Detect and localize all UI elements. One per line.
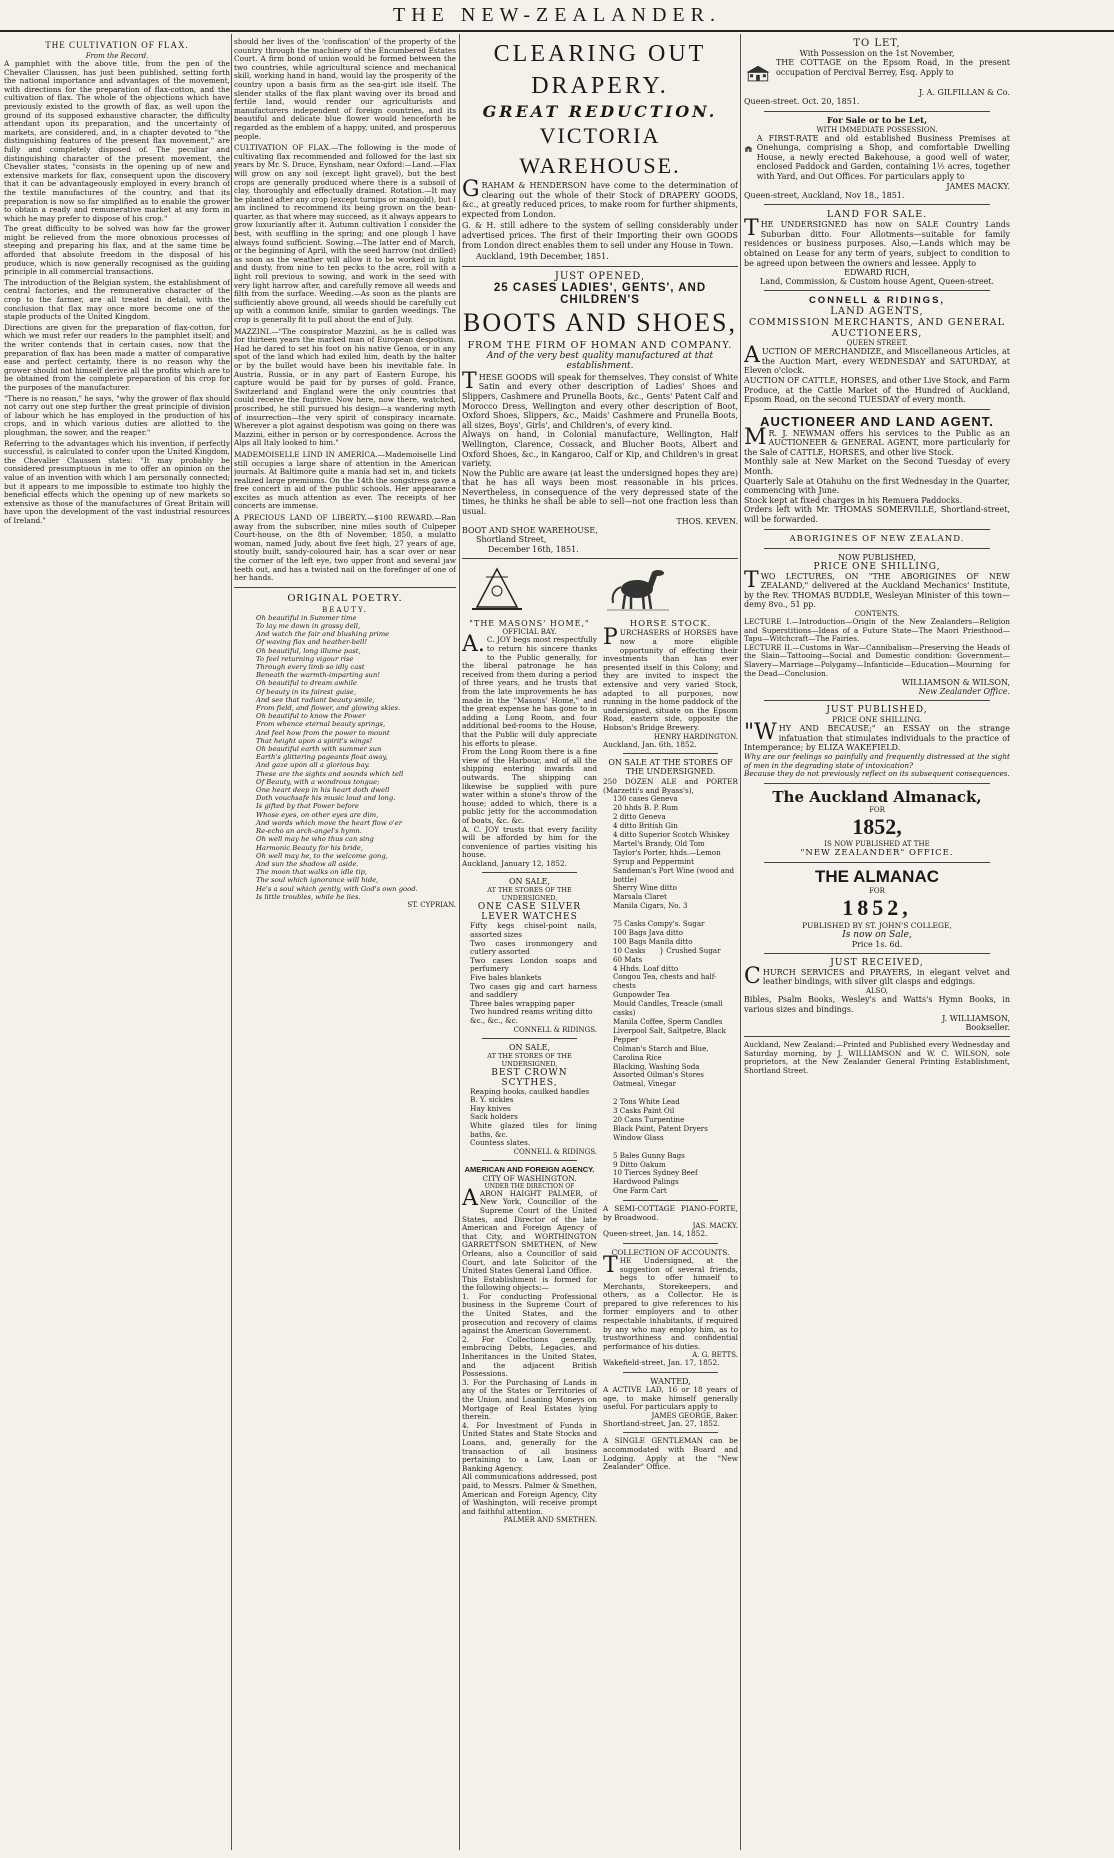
poetry-heading: ORIGINAL POETRY. (287, 591, 403, 604)
ad-body: Orders left with Mr. THOMAS SOMERVILLE, Shortland-street, will be forwarded. (744, 505, 1010, 525)
list-item: 3 Casks Paint Oil (613, 1106, 675, 1116)
list-item: From field, and flower, and glowing skies. (256, 704, 401, 713)
horse-illustration-icon (603, 565, 673, 613)
list-item: Of beauty in its fairest guise, (256, 687, 357, 696)
ad-signature: WILLIAMSON & WILSON, (901, 678, 1010, 688)
list-item: 4 ditto British Gin (613, 821, 678, 831)
list-item: Congou Tea, chests and half-chests (613, 972, 717, 991)
ad-body: All communications addressed, post paid, to Messrs. Palmer & Smethen, American and Foreign Agency, City of Washington, will receive prompt and faithful attention. (462, 1472, 597, 1516)
ad-address: December 16th, 1851. (488, 544, 579, 554)
ad-heading: The Auckland Almanack, (772, 787, 982, 806)
item-list (603, 795, 738, 1196)
list-item: The moon that walks on idle tip, (256, 868, 368, 877)
ad-body: A. C. JOY trusts that every facility will be afforded by him for the convenience of parties visiting his house. (462, 824, 597, 860)
ad-subheading: And of the very best quality manufactured at that establishment. (486, 350, 714, 371)
ad-subheading: "NEW ZEALANDER" OFFICE. (800, 847, 954, 858)
ad-subheading: UNDER THE DIRECTION OF (484, 1182, 575, 1190)
column-divider (459, 34, 460, 1850)
ad-body: THE UNDERSIGNED has now on SALE Country Lands Suburban ditto. Four Allotments—suitable for family residences or business purposes. Also,—Lands which may be obtained on Lease for any term of years, subject to condition to be agreed upon between the owners and lessee. Apply to (744, 216, 1010, 268)
list-item: Two cases ironmongery and cutlery assorted (470, 938, 597, 957)
ad-heading: BOOTS AND SHOES, (463, 307, 737, 337)
ad-body: THE Undersigned, at the suggestion of several friends, begs to offer himself to Merchants, Storekeepers, and others, as a Collector. He is prepared to give references to his former employers and to other respectable inhabitants, if required by any who may employ him, as to trustworthiness and confidential performance of his duties. (603, 1252, 738, 1351)
reduction-banner: GREAT REDUCTION. (482, 102, 718, 121)
ad-date: Queen-street. Oct. 20, 1851. (744, 97, 860, 106)
masonic-emblem-icon (462, 565, 532, 613)
ad-heading: 25 CASES LADIES', GENTS', AND CHILDREN'S (493, 281, 707, 306)
ad-subheading: AT THE STORES OF THE UNDERSIGNED, (487, 1051, 572, 1068)
list-item: Oh beautiful, long illume past, (256, 646, 361, 655)
list-item: Five bales blankets (470, 973, 542, 983)
ad-subheading: OFFICIAL BAY. (502, 628, 557, 637)
list-item: 75 Casks Compy's. Sugar (613, 919, 705, 929)
ad-body: Because they do not previously reflect on its subsequent consequences. (744, 769, 1010, 779)
ad-heading: LAND FOR SALE. (826, 209, 928, 221)
list-item: 10 Casks } Crushed Sugar (613, 945, 721, 955)
ad-heading: ON SALE, (508, 877, 551, 887)
list-item: Of Beauty, with a wondrous tongue; (256, 777, 380, 786)
column-3 (462, 38, 738, 1850)
ad-heading: 1852, (852, 813, 902, 839)
list-item: Manila Coffee, Sperm Candles (613, 1017, 723, 1026)
ad-signature: Land, Commission, & Custom house Agent, Queen-street. (759, 277, 995, 287)
ad-heading: For Sale or to be Let, (826, 115, 928, 126)
ad-signature: New Zealander Office. (918, 687, 1010, 697)
article-paragraph: Referring to the advantages which his invention, if perfectly successful, is calculated to confer upon the United Kingdom, the Chevalier Claussen states: "It may probably be considered presumptuous in me to offer an opinion on the value of an invention with which I am personally connected; but it appears to me impossible to estimate too highly the beneficial effects which the opening up of new markets so extensive as those of the manufactures of Great Britain will have upon the development of the vast industrial resources of Ireland." (4, 438, 230, 525)
ad-heading: AUCTIONEER AND LAND AGENT. (760, 413, 994, 429)
list-item: Window Glass (613, 1132, 664, 1142)
list-item: Assorted Oilman's Stores (613, 1070, 704, 1080)
ad-body: TWO LECTURES, ON "THE ABORIGINES OF NEW ZEALAND," delivered at the Auckland Mechanics' Institute, by the Rev. THOMAS BUDDLE, Wesleyan Minister of this town—demy 8vo., 51 pp. (744, 567, 1010, 610)
list-item: Two hundred reams writing ditto (470, 1007, 593, 1017)
list-item: And words which move the heart flow o'er (256, 818, 402, 827)
ad-body: Why are our feelings so painfully and frequently distressed at the sight of men in the degrading state of intoxication? (744, 751, 1010, 770)
house-illustration-icon (744, 134, 753, 164)
ad-heading: AMERICAN AND FOREIGN AGENCY. (464, 1164, 595, 1174)
list-item: 10 Tierces Sydney Beef (613, 1168, 698, 1178)
ad-subheading: CONTENTS. (854, 610, 900, 618)
list-item: From whence eternal beauty springs, (256, 720, 386, 729)
article-paragraph: MADEMOISELLE LIND IN AMERICA.—Mademoiselle Lind still occupies a large share of attention in the American journals. At Baltimore quite a mania had set in, and tickets realized large premiums. On the 14th the songstress gave a free concert in aid of the public schools. Her appearance excites as much attention as ever. The receipts of her concerts are immense. (234, 449, 456, 511)
ad-body: A.C. JOY begs most respectfully to return his sincere thanks to the Public generally, for the liberal patronage he has received from them during a period of three years, and he trusts that from the late improvements he has made in the "Masons' Home," and the great expense he has gone to in adding a Long Room, and four additional bed-rooms to the House, that the Public will duly appreciate his efforts to please. (462, 632, 597, 748)
ad-signature: J. A. GILFILLAN & Co. (918, 88, 1010, 97)
list-item: Oatmeal, Vinegar (613, 1079, 677, 1089)
ad-subheading: PRICE ONE SHILLING, (813, 561, 941, 572)
ad-body: LECTURE I.—Introduction—Origin of the New Zealanders—Religion and Superstitions—Ideas of a Future State—The Maori Priesthood—Tapu—Witchcraft—The Fairies. (744, 617, 1010, 644)
list-item: Re-echo an arch-angel's hymn. (256, 827, 362, 836)
list-item: One heart deep in his heart doth dwell (256, 786, 390, 795)
ad-signature: CONNELL & RIDINGS. (513, 1025, 597, 1034)
list-item: 9 Ditto Oakum (613, 1159, 666, 1169)
list-item: 100 Bags Java ditto (613, 927, 684, 937)
ad-signature: EDWARD RICH, (844, 268, 910, 278)
imprint: Auckland, New Zealand:—Printed and Published every Wednesday and Saturday morning, by J. WILLIAMSON and W. C. WILSON, sole proprietors, at the New Zealander General Printing Establishment, Shortland Street. (744, 1040, 1010, 1075)
article-paragraph: should her lives of the 'confiscation' of the property of the country through the machinery of the Encumbered Estates Court. A firm bond of union would be formed between the two countries, while agricultural science and mechanical skill, working hand in hand, would lay the prosperity of the country upon a basis firm as the sea-girt isle itself. The slender stalks of the flax plant waving over its broad and fertile land, would render our agriculturists and manufacturers independent of foreign countries, and its beautiful and delicate blue flower would henceforth be regarded as the emblem of a happy, united, and prosperous people. (234, 38, 456, 141)
ad-heading: COLLECTION OF ACCOUNTS. (611, 1247, 730, 1257)
list-item: And watch the fair and blushing prime (256, 630, 390, 639)
list-item: 60 Mats (613, 954, 643, 964)
article-title: THE CULTIVATION OF FLAX. (45, 40, 189, 50)
ad-body: THESE GOODS will speak for themselves. They consist of White Satin and every other description of Ladies' Shoes and Slippers, Cashmere and Prunella Boots, &c., Gents' Patent Calf and Morocco Dress, Wellington and every other description of Boot, Oxford Shoes, Slippers, &c., Maids' Cashmere and Prunella Boots, all sizes, Boys', Girls', and Children's, of every kind. (462, 368, 738, 430)
masthead-rule (0, 30, 1114, 32)
list-item: Black Paint, Patent Dryers (613, 1123, 708, 1133)
ad-heading: 1852, (842, 894, 912, 920)
ad-body: Now the Public are aware (at least the undersigned hopes they are) that he has all ways been most reasonable in his prices. Nevertheless, in consequence of the very depressed state of the times, he thinks he shall be able to sell—not one fraction less than usual. (462, 468, 738, 517)
ad-signature: JAS. MACKY. (692, 1222, 738, 1231)
ad-subheading: NOW PUBLISHED, (838, 552, 916, 562)
ad-address: BOOT AND SHOE WAREHOUSE, (462, 525, 598, 535)
list-item: Harmonic Beauty for his bride, (256, 843, 363, 852)
ad-subheading: FOR (869, 805, 885, 814)
list-item: Fifty kegs chisel-point nails, assorted sizes (470, 921, 597, 940)
column-divider (740, 34, 741, 1850)
list-item: And feel how from the power to mount (256, 728, 390, 737)
list-item: 20 Cans Turpentine (613, 1114, 685, 1124)
ad-body: "WHY AND BECAUSE;" an ESSAY on the strange infatuation that stimulates individuals to the practice of Intemperance; by ELIZA WAKEFIELD. (744, 720, 1010, 753)
ad-heading: JUST PUBLISHED, (826, 705, 928, 716)
list-item: 3. For the Purchasing of Lands in any of the States or Territories of the Union, and Loaning Moneys on Mortgage of Real Estates lying therein. (462, 1377, 597, 1422)
list-item: Countess slates. (470, 1138, 531, 1148)
ad-subheading: FOR (869, 886, 885, 895)
article-paragraph: MAZZINI.—"The conspirator Mazzini, as he is called was for thirteen years the marked man of European despotism. Had he dared to set his foot on his native Genoa, or in any spot of the land which had exiled him, death by the halter or by the bullet would have been his inevitable fate. In Austria, Russia, or in any part of Eastern Europe, his capture would be paid for by purses of gold. France, Switzerland and England were the only countries that could receive the fugitive. Now here, now there, watched, proscribed, he still pursued his design—a wandering myth of insurrection—the very spirit of conspiracy incarnate. Wherever a plot against despotism was going on there was Mazzini, either in person or by correspondence. Across the Alps all Italy looked to him." (234, 326, 456, 448)
ad-signature: PALMER AND SMETHEN. (503, 1516, 597, 1525)
column-1 (4, 38, 230, 1850)
list-item: Colman's Starch and Blue, Carolina Rice (613, 1043, 709, 1062)
masthead: THE NEW-ZEALANDER. (393, 4, 721, 26)
list-item: Sandeman's Port Wine (wood and bottle) (613, 865, 734, 884)
list-item: White glazed tiles for lining baths, &c. (470, 1120, 597, 1139)
ad-body: Stock kept at fixed charges in his Remuera Paddocks. (744, 495, 963, 505)
ad-signature: J. WILLIAMSON, (942, 1014, 1010, 1024)
list-item: Beneath the warmth-imparting sun! (256, 671, 381, 680)
ad-heading: FROM THE FIRM OF HOMAN AND COMPANY. (467, 339, 733, 351)
list-item: 20 hhds B. P. Rum (613, 803, 679, 813)
ad-date: Queen-street, Jan. 14, 1852. (603, 1229, 708, 1239)
list-item: Oh beautiful to dream awhile (256, 679, 357, 688)
ad-heading: ON SALE AT THE STORES OF THE UNDERSIGNED. (608, 758, 733, 777)
list-item: 4 ditto Superior Scotch Whiskey (613, 829, 730, 839)
list-item: Oh well may he who thus can sing (256, 835, 374, 844)
list-item: And see that radiant beauty smile, (256, 695, 375, 704)
ad-body: Monthly sale at New Market on the Second Tuesday of every Month. (744, 457, 1010, 477)
poem-title: BEAUTY. (322, 605, 368, 614)
ad-signature: A. G. BETTS. (692, 1351, 738, 1360)
ad-subheading: PUBLISHED BY ST. JOHN'S COLLEGE, (802, 920, 952, 930)
ad-heading: TO LET, (853, 38, 901, 49)
item-list (462, 922, 597, 1025)
ad-body: A FIRST-RATE and old established Business Premises at Onehunga, comprising a Shop, and comfortable Dwelling House, a newly erected Bakehouse, a good well of water, enclosed Paddock and Garden, containing 1½ acres, together with Yard, and Out Offices. For particulars apply to (756, 133, 1010, 181)
item-list (462, 1088, 597, 1148)
column-4 (744, 38, 1010, 1850)
column-divider (231, 34, 232, 1850)
ad-body: AUCTION OF MERCHANDIZE, and Miscellaneous Articles, at the Auction Mart, every WEDNESDAY and SATURDAY, at Eleven o'clock. (744, 343, 1010, 376)
poem-author: ST. CYPRIAN. (407, 900, 456, 909)
ad-heading: HORSE STOCK. (629, 619, 712, 630)
ad-body: AARON HAIGHT PALMER, of New York, Councillor of the Supreme Court of the United States, and Director of the late American and Foreign Agency of that City, and WORTHINGTON GARRETTSON SMETHEN, of New Orleans, also a Councillor of said Court, and late Solicitor of the United States General Land Office. (462, 1185, 597, 1276)
item-list (462, 1293, 597, 1473)
list-item: 130 cases Geneva (613, 794, 678, 804)
list-item: 4. For Investment of Funds in United States and State Stocks and Loans, and, generally for the transaction of all business pertaining to a Law, Loan or Banking Agency. (462, 1420, 597, 1473)
ad-heading: BEST CROWN SCYTHES, (491, 1067, 568, 1088)
ad-heading: "THE MASONS' HOME," (469, 619, 590, 629)
ad-subheading: AT THE STORES OF THE UNDERSIGNED, (487, 886, 572, 903)
ad-signature: THOS. KEVEN. (676, 516, 738, 526)
ad-heading: ON SALE, (508, 1042, 551, 1052)
article-paragraph: A PRECIOUS LAND OF LIBERTY.—$100 REWARD.—Ran away from the subscriber, nine miles south of Culpeper Court-house, on the 8th of November, 1850, a mulatto woman, named Judy, about five feet high, 27 years of age, stoutly built, sandy-coloured hair, has a scar over or near the corner of the left eye, two upper front and several jaw teeth out, and has a twisted nail on the forefinger of one of her hands. (234, 513, 456, 583)
ad-subheading: With Possession on the 1st November, (799, 49, 955, 58)
ad-date: Auckland, 19th December, 1851. (476, 252, 609, 262)
ad-body: A SEMI-COTTAGE PIANO-FORTE, by Broadwood. (603, 1204, 738, 1222)
list-item: Is gifted by that Power before (256, 802, 359, 811)
list-item: 4 Hhds. Loaf ditto (613, 963, 679, 973)
ad-body: Quarterly Sale at Otahuhu on the first Wednesday in the Quarter, commencing with June. (744, 476, 1010, 496)
article-paragraph: The great difficulty to be solved was how far the grower might be relieved from the more obnoxious processes of steeping and preparing his flax, and at the same time be afforded that absolute freedom in the disposal of his produce, which is now generally recognised as the guiding principle in all commercial transactions. (4, 224, 230, 277)
ad-heading: LAND AGENTS, (830, 306, 924, 318)
ad-body: 250 DOZEN ALE and PORTER (Marzetti's and Byass's), (603, 777, 738, 795)
ad-body: AUCTION OF CATTLE, HORSES, and other Live Stock, and Farm Produce, at the Cattle Market of the Hundred of Auckland, Epsom Road, on the second TUESDAY of every month. (744, 375, 1010, 405)
list-item: To feel returning vigour rise (256, 654, 354, 663)
ad-signature: HENRY HARDINGTON. (653, 732, 738, 741)
list-item: Whose eyes, on other eyes are dim, (256, 810, 379, 819)
ad-subheading: ALSO, (865, 986, 889, 995)
ad-subheading: CITY OF WASHINGTON. (482, 1173, 577, 1183)
drapery-banner: CLEARING OUT DRAPERY. (493, 41, 707, 99)
list-item: 100 Bags Manila ditto (613, 936, 693, 946)
list-item: Sack holders (470, 1112, 518, 1122)
list-item: Oh well may he, to the welcome gong, (256, 851, 388, 860)
list-item: 5 Bales Gunny Bags (613, 1150, 685, 1160)
list-item: Gunpowder Tea (613, 990, 670, 1000)
ad-body: GRAHAM & HENDERSON have come to the determination of clearing out the whole of their Stock of DRAPERY GOODS, &c., at greatly reduced prices, to make room for further shipments, expected from London. (462, 177, 738, 219)
ad-date: Auckland, January 12, 1852. (462, 858, 567, 868)
warehouse-banner: VICTORIA WAREHOUSE. (519, 123, 681, 178)
list-item: B. Y. sickles (470, 1095, 514, 1105)
list-item: Hardwood Palings (613, 1177, 679, 1187)
list-item: He's a soul which gently, with God's own good. (256, 884, 418, 893)
article-paragraph: "There is no reason," he says, "why the grower of flax should not carry out one step further the great principle of division of labour which he has employed in the production of his crops, and in which various duties are allotted to the ploughman, the sower, and the reaper." (4, 393, 230, 437)
ad-subheading: QUEEN STREET. (846, 339, 908, 348)
list-item: Marsala Claret (613, 892, 667, 902)
ad-subcolumn-right (603, 563, 738, 1524)
list-item: Sherry Wine ditto (613, 883, 677, 893)
list-item: Through every limb so idly cast (256, 663, 365, 672)
ad-body: Bibles, Psalm Books, Wesley's and Watts's Hymn Books, in various sizes and bindings. (744, 994, 1010, 1014)
list-item: The soul which ignorance will hide, (256, 876, 379, 885)
list-item: 1. For conducting Professional business in the Supreme Court of the United States, and the prosecution and recovery of claims against the American Government. (462, 1291, 597, 1336)
list-item: These are the sights and sounds which tell (256, 769, 404, 778)
list-item: Mould Candles, Treacle (small casks) (613, 999, 723, 1018)
ad-heading: JUST RECEIVED, (830, 957, 924, 968)
list-item: Manila Cigars, No. 3 (613, 901, 688, 911)
ad-heading: ONE CASE SILVER LEVER WATCHES (477, 902, 582, 923)
ad-subcolumn-left (462, 563, 597, 1524)
ad-subheading: Price 1s. 6d. (851, 939, 903, 949)
ad-heading: JUST OPENED, (554, 270, 646, 282)
ad-heading: ABORIGINES OF NEW ZEALAND. (789, 533, 965, 544)
list-item: 2 ditto Geneva (613, 812, 666, 822)
article-paragraph: The introduction of the Belgian system, the establishment of central factories, and the remunerative character of the crop to the farmer, are all treated in detail, with the conclusion that flax may once more become one of the staple products of the United Kingdom. (4, 277, 230, 322)
list-item: Oh beautiful earth with summer sun (256, 745, 382, 754)
list-item: And sun the shadow all aside. (256, 859, 359, 868)
list-item: Taylor's Porter, hhds.—Lemon Syrup and Peppermint (613, 847, 721, 866)
column-2 (234, 38, 456, 1850)
ad-body: A ACTIVE LAD, 16 or 18 years of age, to make himself generally useful. For particulars apply to (603, 1385, 738, 1412)
ad-subheading: PRICE ONE SHILLING. (831, 715, 923, 725)
ad-body: From the Long Room there is a fine view of the Harbour, and of all the shipping entering inwards and outwards. The shipping can likewise be supplied with pure water within a stone's throw of the house; added to which, there is a public jetty for the accommodation of boats, &c. &c. (462, 747, 597, 825)
list-item: 2. For Collections generally, embracing Debts, Legacies, and Inheritances in the United States, and the adjacent British Possessions. (462, 1334, 597, 1379)
list-item: Of waving flax and heather-bell! (256, 638, 368, 647)
ad-body: G. & H. still adhere to the system of selling considerably under advertised prices. The first of their Importing their own GOODS from London direct enables them to sell under any House in Town. (462, 221, 738, 250)
ad-address: Shortland Street, (476, 535, 547, 545)
ad-date: Wakefield-street, Jan. 17, 1852. (603, 1358, 720, 1368)
ad-body: MR. J. NEWMAN offers his services to the Public as an AUCTIONEER & GENERAL AGENT, more particularly for the Sale of CATTLE, HORSES, and other live Stock. (744, 424, 1010, 457)
list-item: Two cases gig and cart harness and saddlery (470, 981, 597, 1000)
ad-body: THE COTTAGE on the Epsom Road, in the present occupation of Percival Berrey, Esq. Apply to (775, 58, 1010, 77)
list-item: Two cases London soaps and perfumery (470, 955, 597, 974)
ad-body: A SINGLE GENTLEMAN can be accommodated with Board and Lodging. Apply at the "New Zealander" Office. (603, 1436, 738, 1472)
list-item: Is little troubles, while he lies. (256, 892, 361, 901)
ad-heading: WANTED, (650, 1377, 691, 1387)
ad-heading: CONNELL & RIDINGS, (808, 295, 946, 307)
list-item: 2 Tons White Lead (613, 1097, 680, 1107)
ad-heading: THE ALMANAC (814, 866, 940, 886)
list-item: &c., &c., &c. (470, 1016, 518, 1025)
list-item: Oh beautiful to know the Power (256, 712, 366, 721)
list-item: That height upon a spirit's wings! (256, 736, 373, 745)
ad-subheading: IS NOW PUBLISHED AT THE (824, 839, 930, 848)
list-item: Martel's Brandy, Old Tom (613, 838, 705, 848)
list-item: Earth's glittering pageants float away, (256, 753, 388, 762)
ad-date: Auckland, Jan. 6th, 1852. (603, 739, 697, 749)
ad-signature: JAMES GEORGE, Baker. (651, 1411, 738, 1420)
ad-body: This Establishment is formed for the following objects:— (462, 1274, 597, 1293)
ad-body: CHURCH SERVICES and PRAYERS, in elegant velvet and leather bindings, with silver gilt clasps and edgings. (744, 963, 1010, 989)
ad-signature: Bookseller. (965, 1023, 1010, 1033)
list-item: Reaping hooks, caulked handles (470, 1086, 590, 1096)
ad-body: LECTURE II.—Customs in War—Cannibalism—Preserving the Heads of the Slain—Tattooing—Social and Domestic condition: Government—Slavery—Marriage—Polygamy—Infanticide—Education—Mourning for the Dead—Conclusion. (744, 642, 1010, 678)
article-paragraph: A pamphlet with the above title, from the pen of the Chevalier Claussen, has just been published, setting forth the national importance and advantages of the movement, with directions for the preparation of flax-cotton, and the cultivation of flax. The whole of the objections which have previously existed to the growth of flax, as well upon the ground of its supposed exhaustive character, the difficulty attendant upon its preparation, and the uncertainty of markets, are considered, and, in a chapter devoted to "the distinguishing features of the present flax movement," are fully and completely disposed of. The peculiar and distinguishing character of the present movement, the Chevalier states, "consists in the opening up of new and extensive markets for flax, consequent upon the discovery that it can be advantageously employed in every branch of the textile manufactures of the country, and that its preparation is now so far simplified as to enable the grower to obtain a ready and remunerative market at any form in which he may prefer to dispose of his crop." (4, 59, 230, 223)
list-item: Three bales wrapping paper (470, 998, 575, 1008)
ad-signature: JAMES MACKY. (946, 181, 1010, 191)
brace-label: } Crushed Sugar (659, 945, 721, 955)
list-item: To lay me down in grassy dell, (256, 622, 361, 631)
article-paragraph: CULTIVATION OF FLAX.—The following is the mode of cultivating flax recommended and followed for the last six years by Mr. S. Druce, Eynsham, near Oxford:—Land.—Flax will grow on any soil (except light gravel), but the best crops are generally produced where there is a subsoil of clay, thoroughly and effectually drained. Rotation.—It may be planted after any crop (except turnips or mangold), but I am inclined to recommend its being grown on the bean-quarter, as that where may succeed, as it always appears to grow luxuriantly after it. Autumn cultivation I consider the best, with scuffling in the spring; and one plough I have always found sufficient. Sowing.—The latter end of March, or the beginning of April, with the seed harrow (not drilled) as soon as the weather will allow it to be worked in light and dusty, from nine to ten pecks to the acre, roll with a light roll previous to sowing, and work in the seed with very light harrow after, and carefully remove all weeds and filth from the surface. Weeding.—As soon as the plants are sufficiently above ground, all weeds should be carefully cut up with a common knife, similar to garden weedings. The crop is generally fit to pull about the end of July. (234, 143, 456, 324)
poem-body (234, 614, 456, 901)
article-paragraph: Directions are given for the preparation of flax-cotton, for which we must refer our readers to the pamphlet itself; and the writer contends that in certain cases, now that the preparation of flax has been made a matter of comparative ease and perfect certainty, there is no reason why the grower should not himself derive all the profits which are to be obtained from the complete preparation of his crop for the purposes of the manufacturer. (4, 322, 230, 392)
list-item: Blacking, Washing Soda (613, 1061, 700, 1071)
ad-signature: CONNELL & RIDINGS. (513, 1147, 597, 1156)
ad-heading: COMMISSION MERCHANTS, AND GENERAL AUCTIONEERS, (749, 317, 1005, 340)
ad-subheading: Is now on Sale, (842, 929, 912, 940)
article-source: From the Record. (85, 52, 149, 60)
ad-date: Queen-street, Auckland, Nov 18., 1851. (744, 190, 905, 200)
list-item: And gaze upon all a glorious bay. (256, 761, 370, 770)
ad-date: Shortland-street, Jan. 27, 1852. (603, 1418, 720, 1428)
cottage-illustration-icon (744, 58, 772, 88)
list-item: Oh beautiful in Summer time (256, 613, 357, 622)
list-item: Liverpool Salt, Saltpetre, Black Pepper (613, 1025, 726, 1044)
list-item: One Farm Cart (613, 1186, 667, 1196)
ad-body: Always on hand, in Colonial manufacture, Wellington, Half Wellington, Clarence, Cossack, and Blucher Boots, Albert and Oxford Shoes, &c., in Kangaroo, Calf or Kip, and Children's in great variety. (462, 430, 738, 469)
list-item: Doth vouchsafe his music loud and long. (256, 794, 396, 803)
ad-subheading: WITH IMMEDIATE POSSESSION. (816, 125, 938, 134)
list-item: Hay knives (470, 1103, 511, 1113)
ad-body: PURCHASERS of HORSES have now a more eligible opportunity of effecting their investments than has ever presented itself in this Colony; and they are invited to inspect the extensive and very varied Stock, adapted to all purposes, now running in the home paddock of the undersigned, situate on the Epsom Road, eastern side, opposite the Hobson's Bridge Brewery. (603, 625, 738, 732)
